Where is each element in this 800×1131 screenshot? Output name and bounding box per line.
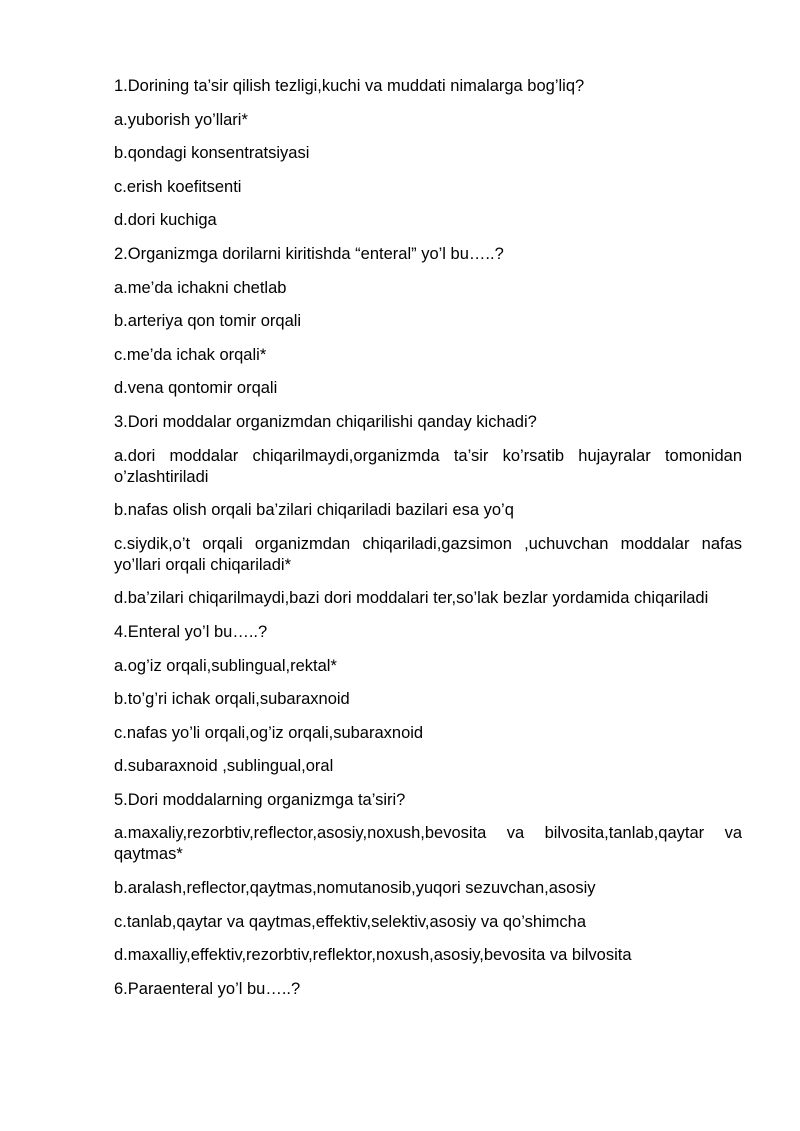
question-1-option-d: d.dori kuchiga [114, 211, 217, 230]
question-2-option-d: d.vena qontomir orqali [114, 379, 278, 398]
question-5-option-a: a.maxaliy,rezorbtiv,reflector,asosiy,noxush,bevosita va bilvosita,tanlab,qaytar va qaytmas* [114, 824, 742, 864]
question-1-option-c: c.erish koefitsenti [114, 177, 242, 196]
question-5-option-d: d.maxalliy,effektiv,rezorbtiv,reflektor,noxush,asosiy,bevosita va bilvosita [114, 946, 632, 965]
question-1-option-b: b.qondagi konsentratsiyasi [114, 144, 310, 163]
question-2-option-a: a.me’da ichakni chetlab [114, 278, 287, 297]
question-1: 1.Dorining ta’sir qilish tezligi,kuchi va muddati nimalarga bog’liq? [114, 77, 585, 95]
question-3-option-d: d.ba’zilari chiqarilmaydi,bazi dori moddalari ter,so’lak bezlar yordamida chiqariladi [114, 589, 709, 608]
question-5-option-c: c.tanlab,qaytar va qaytmas,effektiv,selektiv,asosiy va qo’shimcha [114, 912, 587, 931]
question-2-option-c: c.me’da ichak orqali* [114, 345, 267, 364]
question-2: 2.Organizmga dorilarni kiritishda “enteral” yo’l bu…..? [114, 244, 504, 263]
question-3-option-c: c.siydik,o’t orqali organizmdan chiqariladi,gazsimon ,uchuvchan moddalar nafas yo’llari orqali chiqariladi* [114, 534, 742, 574]
question-3-option-a: a.dori moddalar chiqarilmaydi,organizmda ta’sir ko’rsatib hujayralar tomonidan o’zlashtiriladi [114, 446, 742, 486]
question-1-option-a: a.yuborish yo’llari* [114, 110, 248, 129]
question-4-option-c: c.nafas yo’li orqali,og’iz orqali,subaraxnoid [114, 723, 424, 742]
question-3: 3.Dori moddalar organizmdan chiqarilishi qanday kichadi? [114, 412, 537, 431]
question-3-option-b: b.nafas olish orqali ba’zilari chiqariladi bazilari esa yo’q [114, 501, 514, 520]
question-5: 5.Dori moddalarning organizmga ta’siri? [114, 790, 406, 809]
question-4-option-b: b.to’g’ri ichak orqali,subaraxnoid [114, 690, 350, 709]
question-4: 4.Enteral yo’l bu…..? [114, 622, 268, 641]
question-6: 6.Paraenteral yo’l bu…..? [114, 979, 301, 998]
document-page [114, 76, 742, 1012]
question-4-option-a: a.og’iz orqali,sublingual,rektal* [114, 656, 337, 675]
question-5-option-b: b.aralash,reflector,qaytmas,nomutanosib,yuqori sezuvchan,asosiy [114, 879, 596, 898]
question-2-option-b: b.arteriya qon tomir orqali [114, 312, 302, 331]
question-4-option-d: d.subaraxnoid ,sublingual,oral [114, 757, 334, 776]
